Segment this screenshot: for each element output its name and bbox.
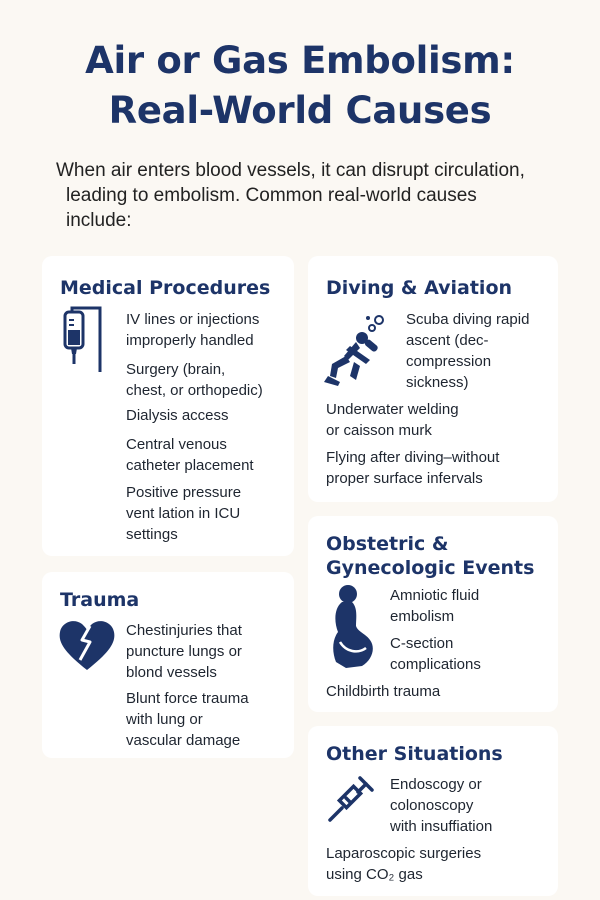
trauma-item-2: Blunt force trauma with lung or vascular damage [126, 690, 249, 749]
diving-item-3: Flying after diving–without proper surface infervals [326, 449, 500, 487]
medical-item-4: Central venous catheter placement [126, 436, 254, 474]
scuba-diver-icon [324, 306, 394, 386]
medical-item-2: Surgery (brain, chest, or orthopedic) [126, 361, 263, 399]
diving-item-1: Scuba diving rapid ascent (dec- compression sickness) [406, 311, 530, 391]
obstetric-item-3: Childbirth trauma [326, 683, 441, 700]
trauma-item-1: Chestinjuries that puncture lungs or blond vessels [126, 622, 242, 681]
other-situations-card [308, 726, 558, 896]
medical-procedures-title: Medical Procedures [60, 277, 271, 299]
obstetric-card [308, 516, 558, 712]
medical-procedures-card [42, 256, 294, 556]
medical-item-3: Dialysis access [126, 407, 229, 424]
intro-line-1: When air enters blood vessels, it can disrupt circulation, [56, 160, 525, 181]
diving-item-2: Underwater welding or caisson murk [326, 401, 459, 439]
other-item-2: Laparoscopic surgeries using CO₂ gas [326, 845, 482, 883]
title-line-2: Real-World Causes [108, 89, 492, 132]
pregnant-woman-icon [328, 582, 378, 672]
broken-heart-icon [58, 618, 116, 672]
trauma-card [42, 572, 294, 758]
obstetric-title [326, 532, 534, 580]
page-title [0, 36, 600, 136]
title-line-1: Air or Gas Embolism: [85, 39, 515, 82]
syringe-icon [326, 774, 376, 824]
diving-aviation-card [308, 256, 558, 502]
diving-aviation-title: Diving & Aviation [326, 277, 513, 299]
trauma-title: Trauma [60, 589, 140, 611]
intro-line-3: include: [66, 210, 132, 231]
other-situations-title: Other Situations [326, 743, 503, 765]
intro-line-2: leading to embolism. Common real-world causes [66, 185, 477, 206]
intro-paragraph [56, 158, 556, 233]
medical-item-1: IV lines or injections improperly handled [126, 311, 260, 349]
obstetric-title-line-2: Gynecologic Events [326, 557, 535, 579]
other-item-1: Endoscogy or colonoscopy with insuffiation [390, 776, 493, 835]
iv-bag-icon [62, 306, 108, 378]
obstetric-item-2: C-section complications [390, 635, 481, 673]
obstetric-title-line-1: Obstetric & [326, 533, 449, 555]
obstetric-item-1: Amniotic fluid embolism [390, 587, 480, 625]
medical-item-5: Positive pressure vent lation in ICU settings [126, 484, 242, 543]
